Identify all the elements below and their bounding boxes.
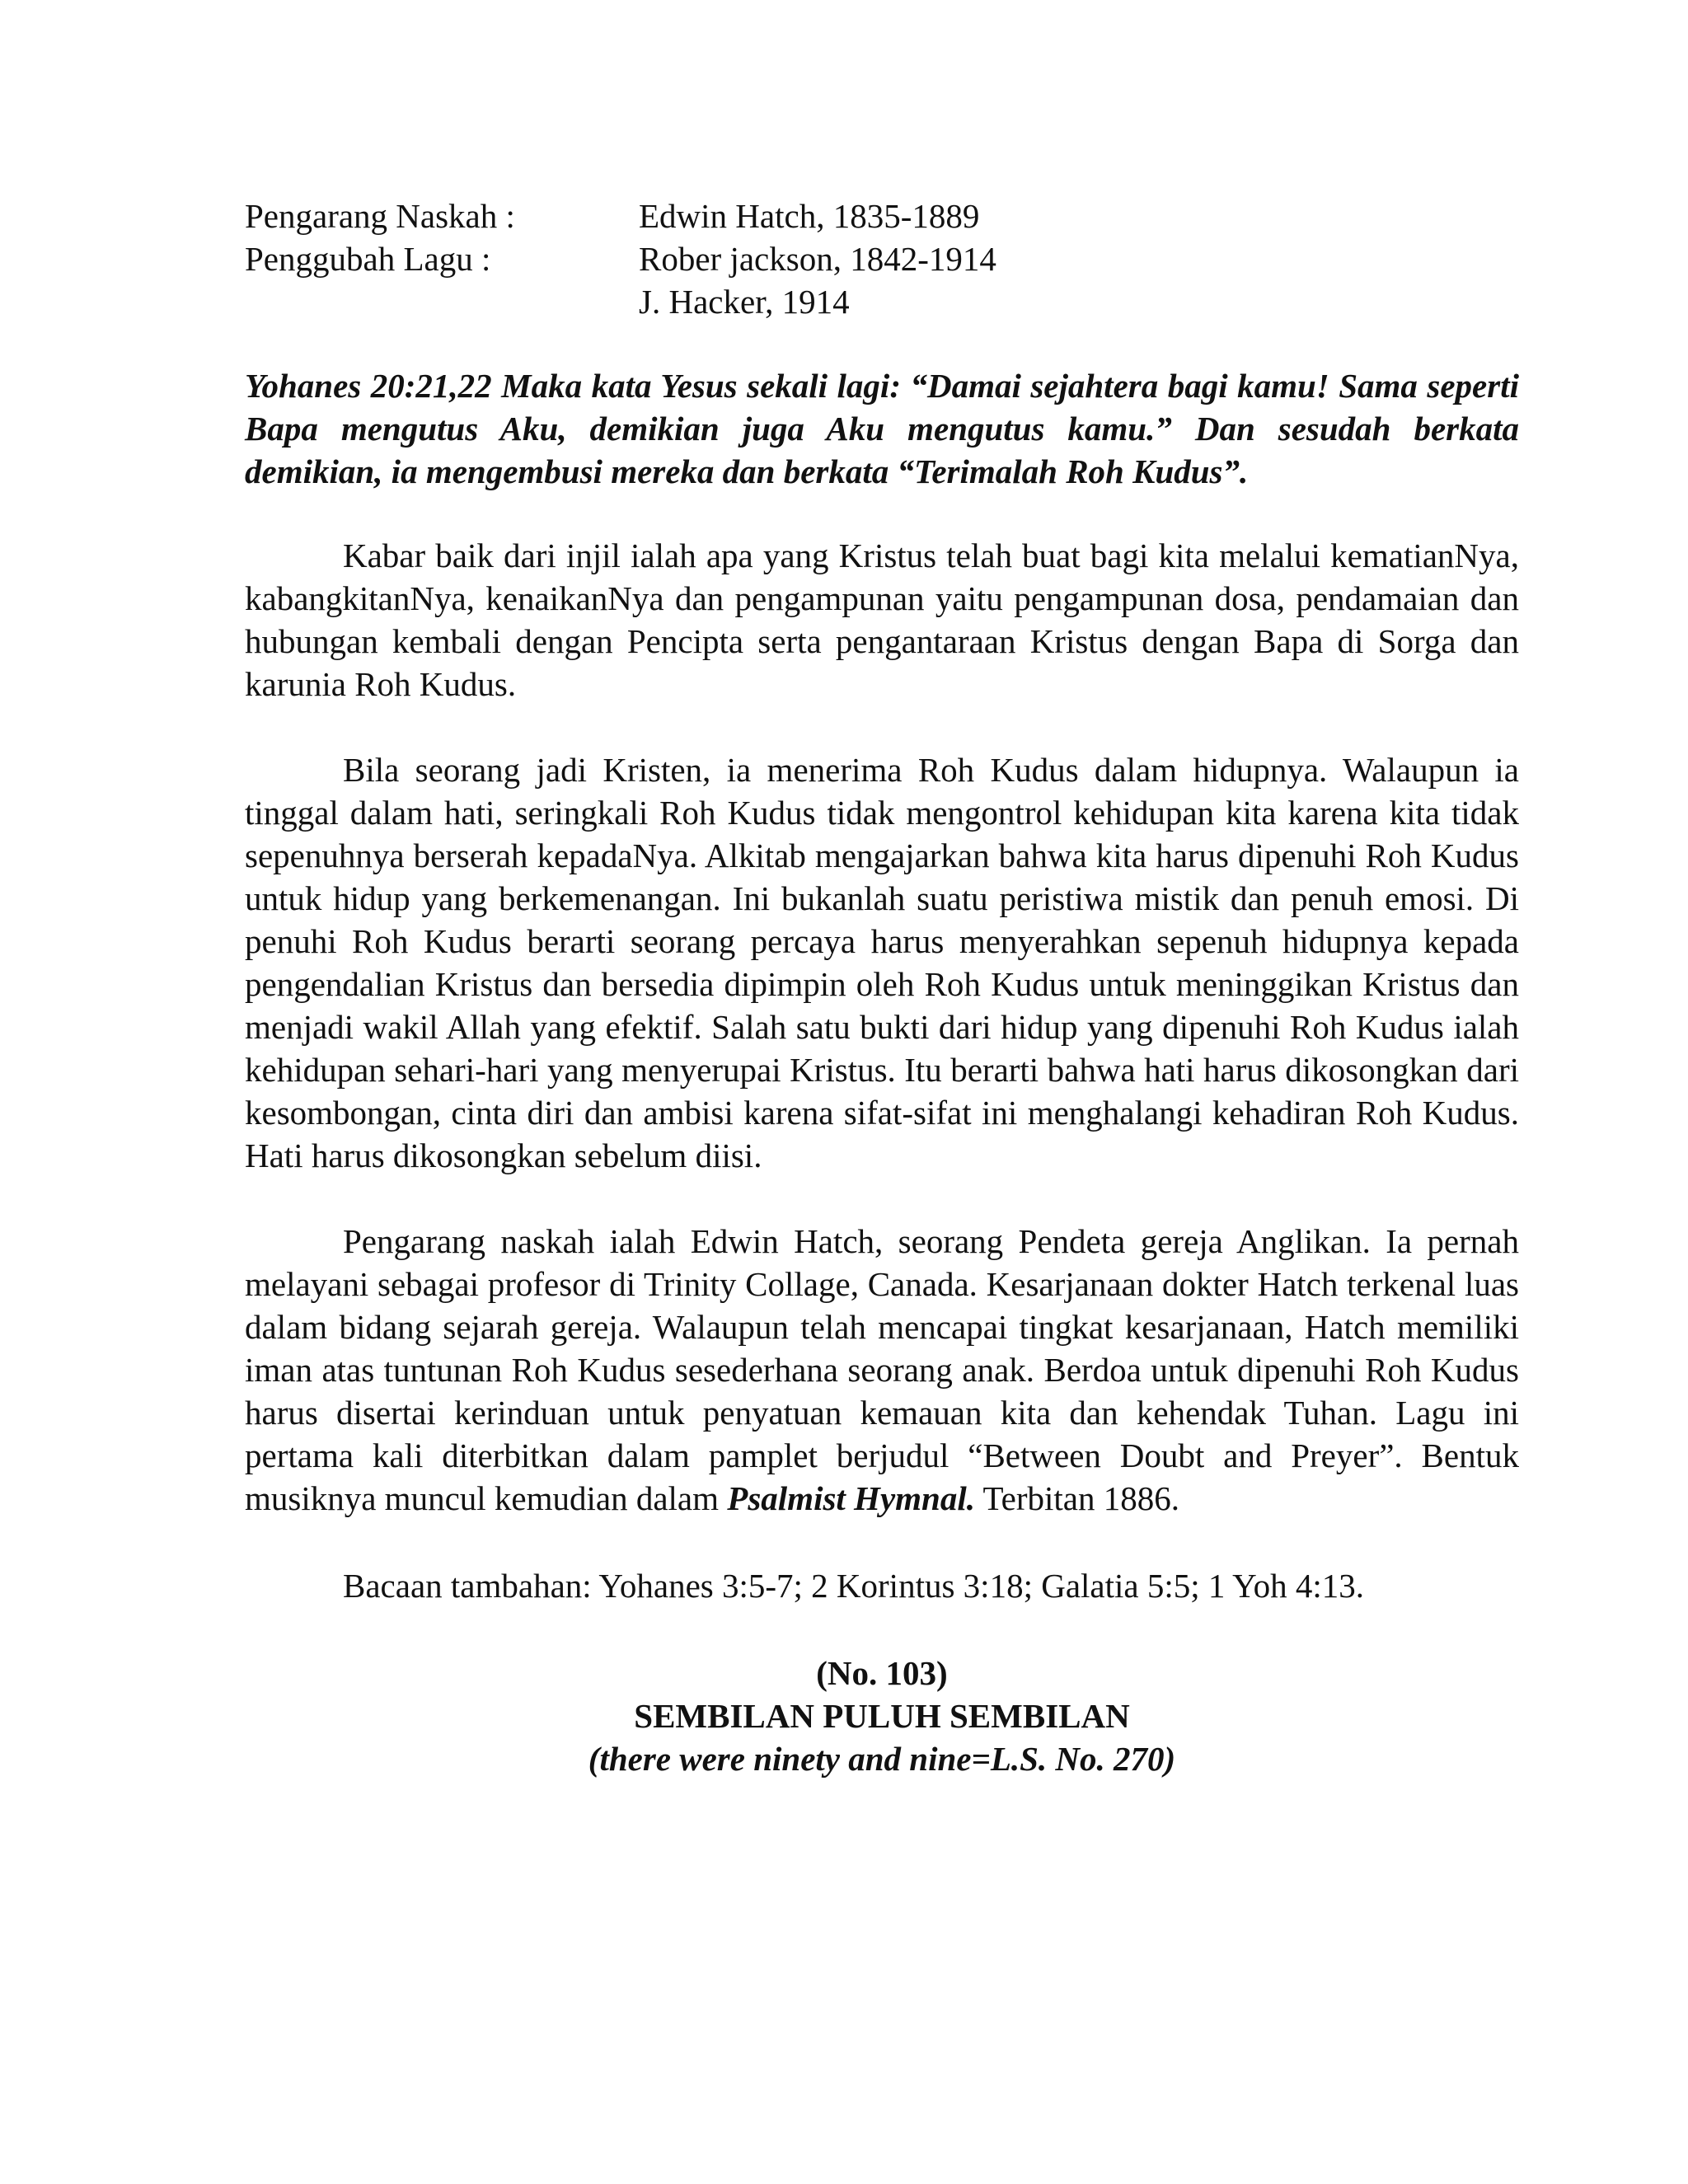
document-page: [245, 194, 1519, 1780]
author-text-after: Terbitan 1886.: [974, 1479, 1180, 1517]
paragraph-author: [245, 1220, 1519, 1520]
hymn-subtitle: (there were ninety and nine=L.S. No. 270): [588, 1740, 1176, 1778]
author-text-before: Pengarang naskah ialah Edwin Hatch, seorang Pendeta gereja Anglikan. Ia pernah melayani sebagai profesor di Trinity Collage, Canada. Kesarjanaan dokter Hatch terkenal luas dalam bidang sejarah gereja. Walaupun telah mencapai tingkat kesarjanaan, Hatch memiliki iman atas tuntunan Roh Kudus sesederhana seorang anak. Berdoa untuk dipenuhi Roh Kudus harus disertai kerinduan untuk penyatuan kemauan kita dan kehendak Tuhan. Lagu ini pertama kali diterbitkan dalam pamplet berjudul “Between Doubt and Preyer”. Bentuk musiknya muncul kemudian dalam: [245, 1222, 1519, 1517]
hymnal-title-emphasis: Psalmist Hymnal.: [727, 1479, 975, 1517]
credit-value-author: Edwin Hatch, 1835-1889: [639, 197, 980, 235]
credit-label-composer: Penggubah Lagu :: [245, 240, 491, 278]
credit-label-blank: [245, 280, 639, 323]
hymn-heading: [245, 1652, 1519, 1780]
credit-value-composer-2: J. Hacker, 1914: [639, 283, 850, 321]
hymn-number: (No. 103): [816, 1654, 948, 1692]
credit-value-composer: Rober jackson, 1842-1914: [639, 240, 996, 278]
paragraph-holy-spirit: Bila seorang jadi Kristen, ia menerima Roh Kudus dalam hidupnya. Walaupun ia tinggal dalam hati, seringkali Roh Kudus tidak mengontrol kehidupan kita karena kita tidak sepenuhnya berserah kepadaNya. Alkitab mengajarkan bahwa kita harus dipenuhi Roh Kudus untuk hidup yang berkemenangan. Ini bukanlah suatu peristiwa mistik dan penuh emosi. Di penuhi Roh Kudus berarti seorang percaya harus menyerahkan sepenuh hidupnya kepada pengendalian Kristus dan bersedia dipimpin oleh Roh Kudus untuk meninggikan Kristus dan menjadi wakil Allah yang efektif. Salah satu bukti dari hidup yang dipenuhi Roh Kudus ialah kehidupan sehari-hari yang menyerupai Kristus. Itu berarti bahwa hati harus dikosongkan dari kesombongan, cinta diri dan ambisi karena sifat-sifat ini menghalangi kehadiran Roh Kudus. Hati harus dikosongkan sebelum diisi.: [245, 751, 1519, 1174]
hymn-title: SEMBILAN PULUH SEMBILAN: [634, 1697, 1130, 1735]
extra-reading: Bacaan tambahan: Yohanes 3:5-7; 2 Korintus 3:18; Galatia 5:5; 1 Yoh 4:13.: [343, 1567, 1364, 1605]
credit-label-author: Pengarang Naskah :: [245, 197, 515, 235]
credits-block: [245, 194, 1519, 323]
scripture-verse: Yohanes 20:21,22 Maka kata Yesus sekali lagi: “Damai sejahtera bagi kamu! Sama seperti Bapa mengutus Aku, demikian juga Aku mengutus kamu.” Dan sesudah berkata demikian, ia mengembusi mereka dan berkata “Terimalah Roh Kudus”.: [245, 367, 1519, 490]
paragraph-gospel: Kabar baik dari injil ialah apa yang Kristus telah buat bagi kita melalui kematianNya, kabangkitanNya, kenaikanNya dan pengampunan yaitu pengampunan dosa, pendamaian dan hubungan kembali dengan Pencipta serta pengantaraan Kristus dengan Bapa di Sorga dan karunia Roh Kudus.: [245, 537, 1519, 703]
